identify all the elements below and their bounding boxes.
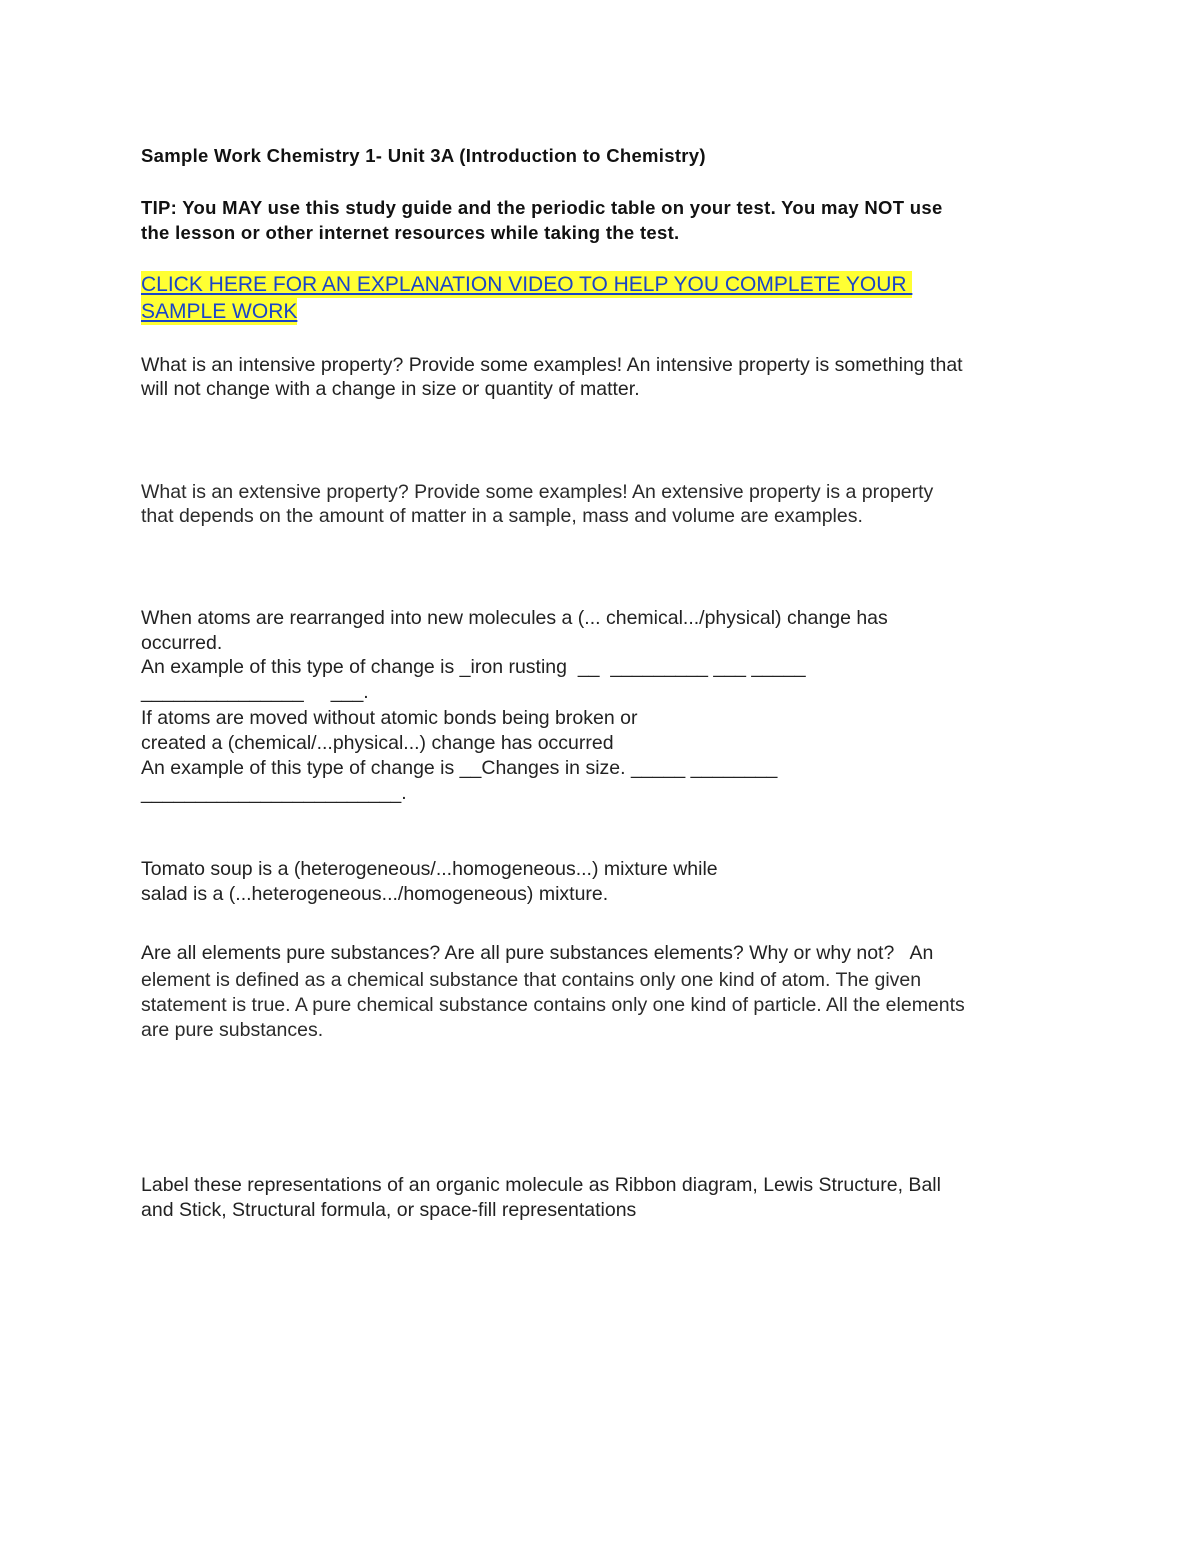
molecule-representation-question-line-2: and Stick, Structural formula, or space-fill representations <box>141 1199 637 1221</box>
chemical-change-example-line: An example of this type of change is _iron rusting __ _________ ___ _____ <box>141 656 806 678</box>
physical-change-question-line-2: created a (chemical/...physical...) change has occurred <box>141 732 614 754</box>
pure-substances-answer-line-3: are pure substances. <box>141 1019 324 1041</box>
extensive-property-question-line-2: that depends on the amount of matter in a sample, mass and volume are examples. <box>141 505 863 527</box>
physical-change-question-line-1: If atoms are moved without atomic bonds being broken or <box>141 707 638 729</box>
molecule-representation-question-line-1: Label these representations of an organic molecule as Ribbon diagram, Lewis Structure, Ball <box>141 1174 941 1196</box>
pure-substances-question-line-1: Are all elements pure substances? Are all pure substances elements? Why or why not? An <box>141 942 934 964</box>
explanation-video-link-line-1[interactable]: CLICK HERE FOR AN EXPLANATION VIDEO TO HELP YOU COMPLETE YOUR <box>141 273 913 296</box>
chemical-change-blank-line: _______________ ___. <box>141 681 369 703</box>
intensive-property-question-line-1: What is an intensive property? Provide some examples! An intensive property is something that <box>141 354 963 376</box>
pure-substances-answer-line-2: statement is true. A pure chemical substance contains only one kind of particle. All the elements <box>141 994 965 1016</box>
intensive-property-question-line-2: will not change with a change in size or quantity of matter. <box>141 378 640 400</box>
mixture-question-line-1: Tomato soup is a (heterogeneous/...homogeneous...) mixture while <box>141 858 718 880</box>
chemical-change-question-line-1: When atoms are rearranged into new molecules a (... chemical.../physical) change has <box>141 607 888 629</box>
pure-substances-answer-line-1: element is defined as a chemical substance that contains only one kind of atom. The given <box>141 969 922 991</box>
explanation-video-link-line-2[interactable]: SAMPLE WORK <box>141 300 298 323</box>
chemical-change-question-line-2: occurred. <box>141 632 223 654</box>
mixture-question-line-2: salad is a (...heterogeneous.../homogeneous) mixture. <box>141 883 609 905</box>
extensive-property-question-line-1: What is an extensive property? Provide some examples! An extensive property is a property <box>141 481 934 503</box>
document-title: Sample Work Chemistry 1- Unit 3A (Introduction to Chemistry) <box>141 145 706 166</box>
physical-change-example-line: An example of this type of change is __Changes in size. _____ ________ <box>141 757 778 779</box>
tip-line-1: TIP: You MAY use this study guide and the periodic table on your test. You may NOT use <box>141 197 943 218</box>
tip-line-2: the lesson or other internet resources while taking the test. <box>141 222 680 243</box>
physical-change-blank-line: ________________________. <box>141 782 407 804</box>
